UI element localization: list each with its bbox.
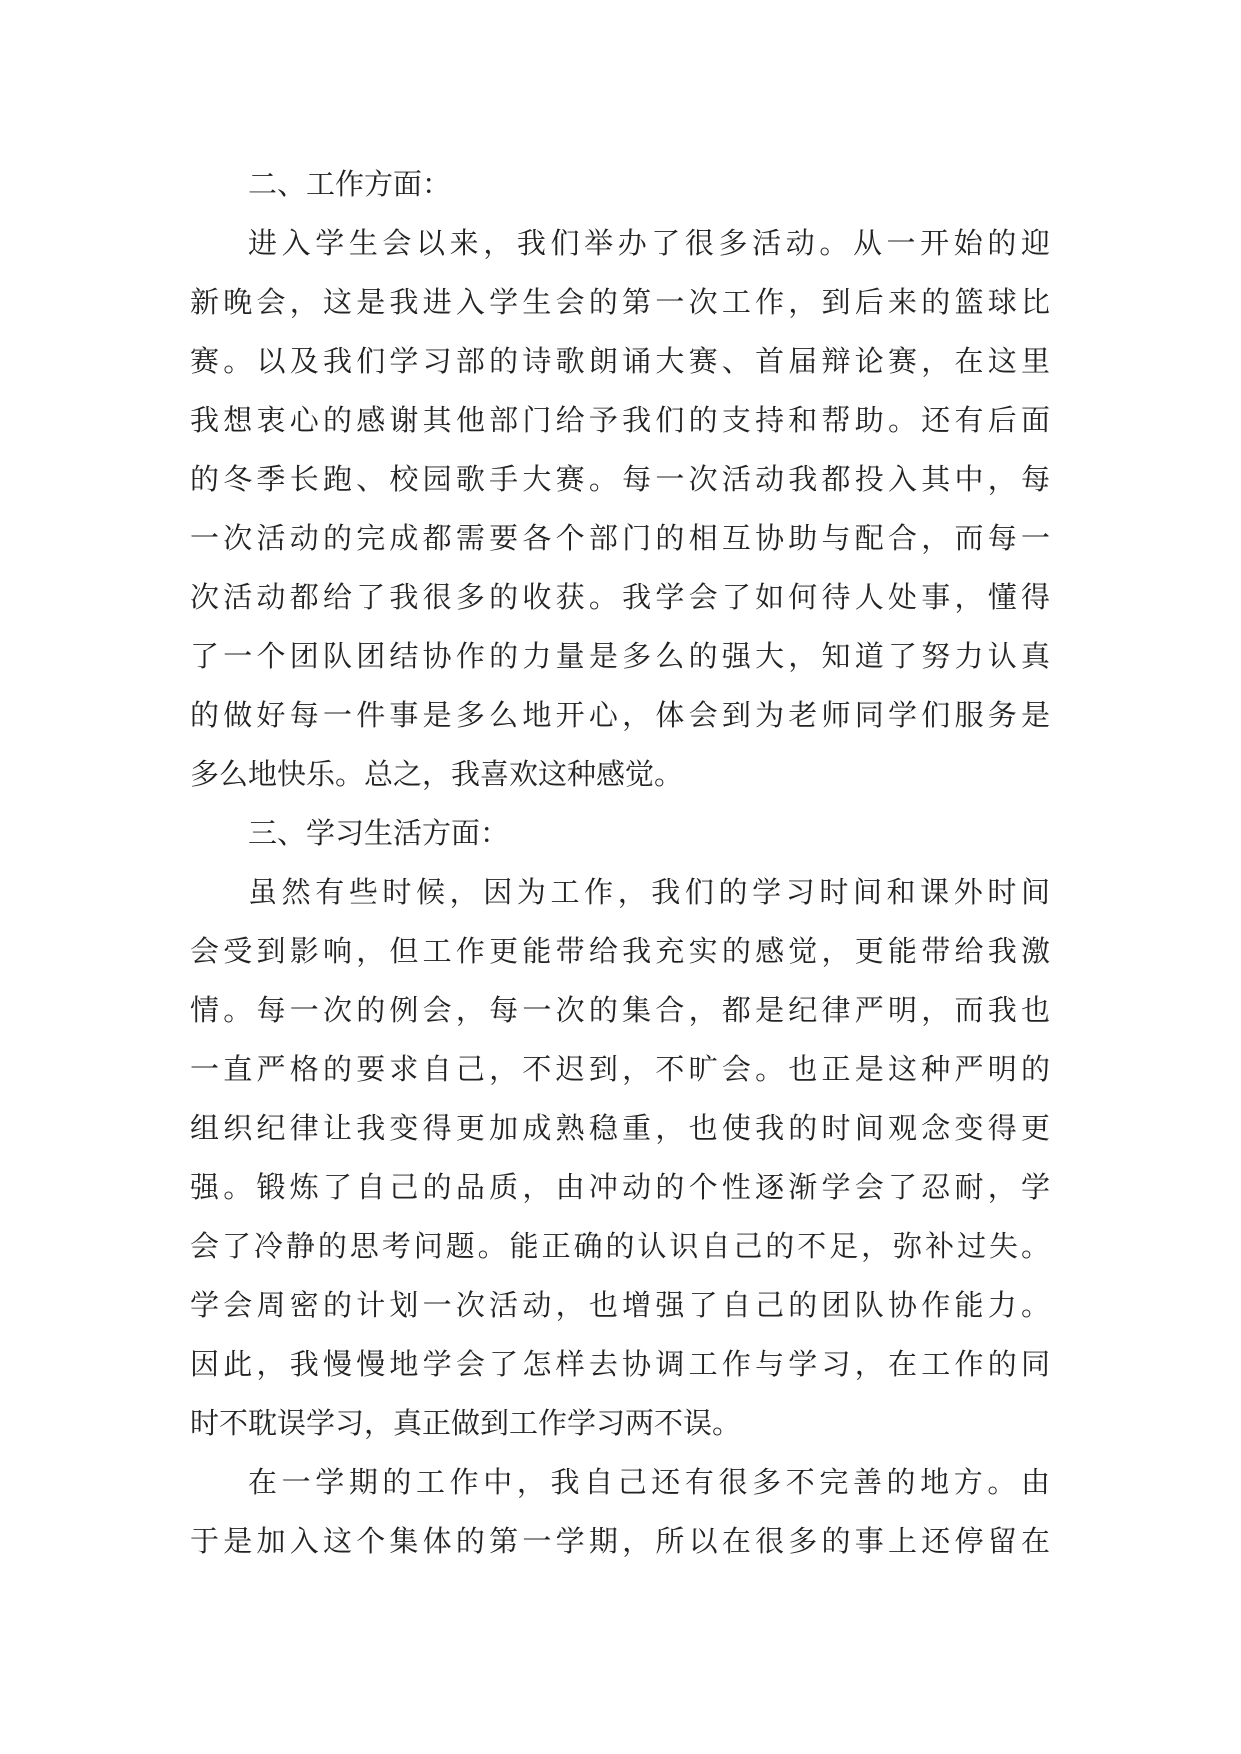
paragraph-line: 的冬季长跑、校园歌手大赛。每一次活动我都投入其中，每 bbox=[190, 462, 1050, 496]
paragraph-line: 情。每一次的例会，每一次的集合，都是纪律严明，而我也 bbox=[190, 993, 1050, 1027]
paragraph-line: 学会周密的计划一次活动，也增强了自己的团队协作能力。 bbox=[190, 1288, 1050, 1322]
paragraph-line: 一直严格的要求自己，不迟到，不旷会。也正是这种严明的 bbox=[190, 1052, 1050, 1086]
section-heading-study-life: 三、学习生活方面： bbox=[248, 816, 510, 850]
paragraph-line: 因此，我慢慢地学会了怎样去协调工作与学习，在工作的同 bbox=[190, 1347, 1050, 1381]
paragraph-line: 组织纪律让我变得更加成熟稳重，也使我的时间观念变得更 bbox=[190, 1111, 1050, 1145]
paragraph-line: 于是加入这个集体的第一学期，所以在很多的事上还停留在 bbox=[190, 1524, 1050, 1558]
section-heading-work: 二、工作方面： bbox=[248, 167, 452, 201]
paragraph-line: 我想衷心的感谢其他部门给予我们的支持和帮助。还有后面 bbox=[190, 403, 1050, 437]
paragraph-line: 会了冷静的思考问题。能正确的认识自己的不足，弥补过失。 bbox=[190, 1229, 1050, 1263]
paragraph-line: 时不耽误学习，真正做到工作学习两不误。 bbox=[190, 1406, 742, 1440]
paragraph-line: 会受到影响，但工作更能带给我充实的感觉，更能带给我激 bbox=[190, 934, 1050, 968]
document-body bbox=[190, 155, 1050, 1571]
paragraph-line: 赛。以及我们学习部的诗歌朗诵大赛、首届辩论赛，在这里 bbox=[190, 344, 1050, 378]
paragraph-line: 了一个团队团结协作的力量是多么的强大，知道了努力认真 bbox=[190, 639, 1050, 673]
paragraph-line: 次活动都给了我很多的收获。我学会了如何待人处事，懂得 bbox=[190, 580, 1050, 614]
paragraph-line: 虽然有些时候，因为工作，我们的学习时间和课外时间 bbox=[248, 875, 1050, 909]
paragraph-line: 新晚会，这是我进入学生会的第一次工作，到后来的篮球比 bbox=[190, 285, 1050, 319]
paragraph-line: 在一学期的工作中，我自己还有很多不完善的地方。由 bbox=[248, 1465, 1050, 1499]
paragraph-line: 多么地快乐。总之，我喜欢这种感觉。 bbox=[190, 757, 684, 791]
paragraph-line: 强。锻炼了自己的品质，由冲动的个性逐渐学会了忍耐，学 bbox=[190, 1170, 1050, 1204]
paragraph-line: 的做好每一件事是多么地开心，体会到为老师同学们服务是 bbox=[190, 698, 1050, 732]
paragraph-line: 一次活动的完成都需要各个部门的相互协助与配合，而每一 bbox=[190, 521, 1050, 555]
paragraph-line: 进入学生会以来，我们举办了很多活动。从一开始的迎 bbox=[248, 226, 1050, 260]
